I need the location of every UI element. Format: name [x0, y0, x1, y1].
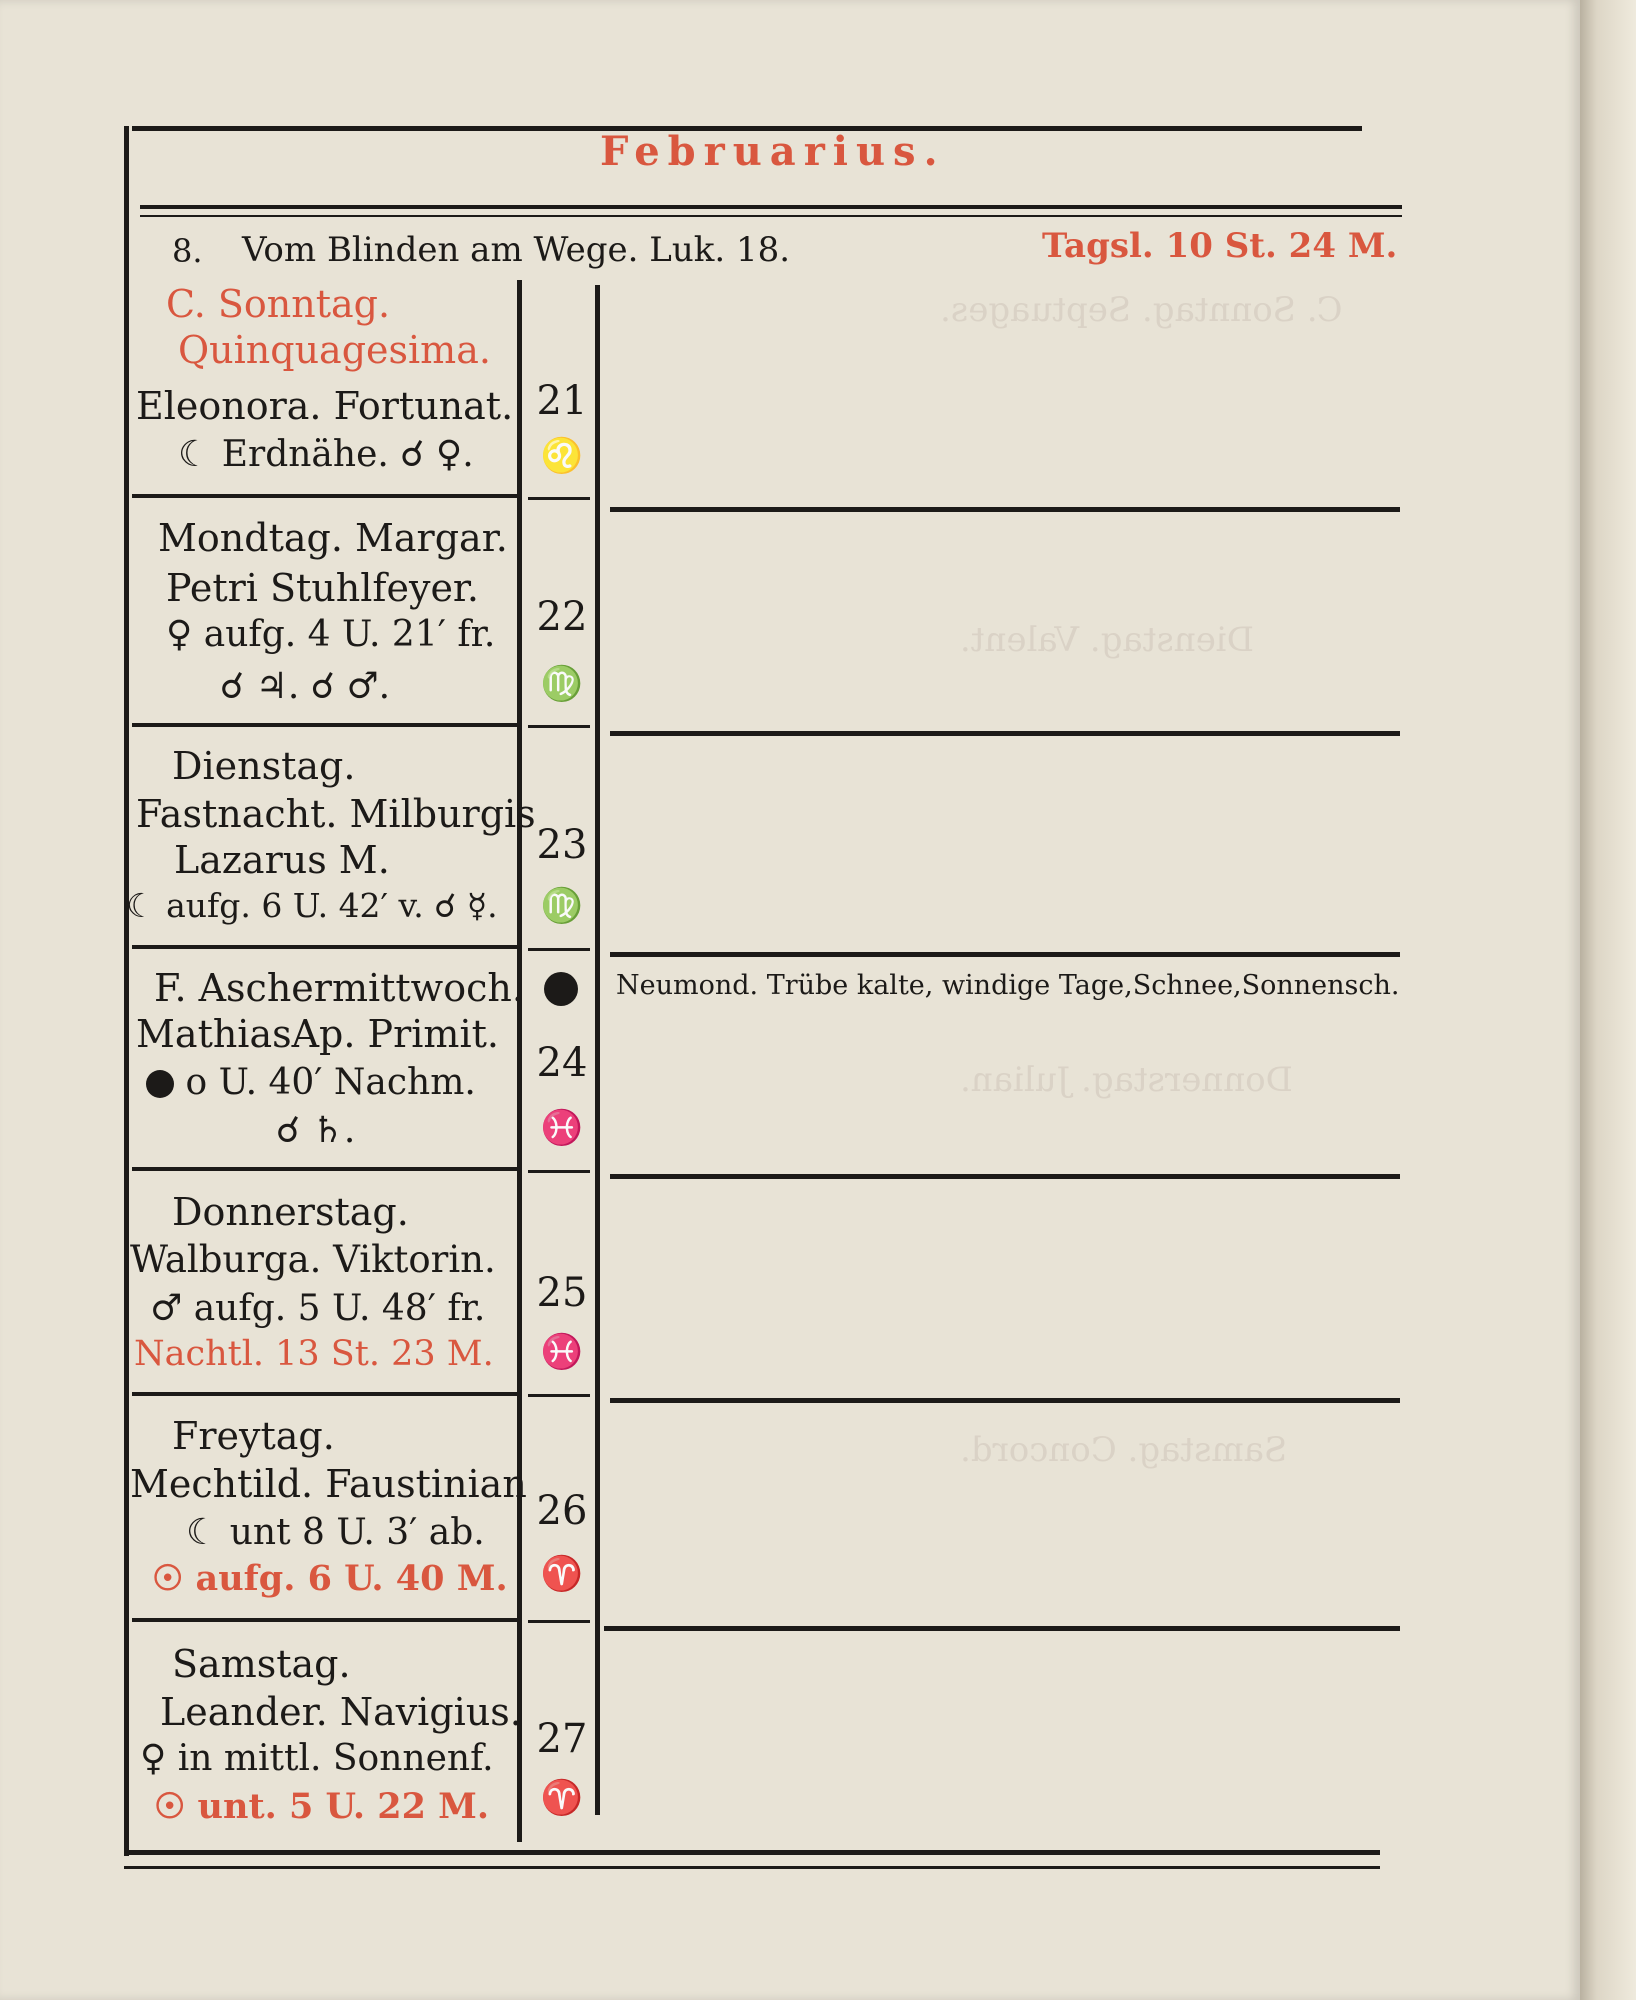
frame-bottom-rule-lower: [124, 1866, 1380, 1869]
row-separator: [132, 723, 517, 727]
saints-names: Lazarus M.: [174, 838, 390, 882]
row-separator: [132, 1618, 517, 1622]
liturgical-day: Quinquagesima.: [178, 328, 491, 372]
frame-left-rule: [124, 126, 129, 1856]
row-separator: [132, 1167, 517, 1171]
row-separator: [610, 1174, 1400, 1179]
saints-names: Fastnacht. Milburgis: [136, 792, 536, 836]
sunrise-note: ☉ aufg. 6 U. 40 M.: [152, 1558, 508, 1599]
zodiac-aries-icon: ♈: [540, 1554, 584, 1594]
saints-names: Leander. Navigius.: [160, 1690, 522, 1734]
saints-names: Eleonora. Fortunat.: [136, 384, 514, 428]
row-separator: [610, 507, 1400, 512]
sunset-note: ☉ unt. 5 U. 22 M.: [154, 1786, 490, 1827]
show-through-text: Dienstag. Valent.: [960, 620, 1254, 660]
day-number: 26: [536, 1488, 588, 1534]
gospel-reading: Vom Blinden am Wege. Luk. 18.: [242, 230, 791, 270]
show-through-text: C. Sonntag. Septuages.: [940, 290, 1343, 330]
row-separator: [610, 952, 1400, 957]
astro-note: ☾ unt 8 U. 3′ ab.: [186, 1512, 485, 1553]
astro-note: ♀ in mittl. Sonnenf.: [140, 1738, 494, 1779]
show-through-text: Samstag. Concord.: [960, 1430, 1288, 1470]
day-name-wednesday: F. Aschermittwoch.: [154, 966, 524, 1010]
day-number: 23: [536, 822, 588, 868]
zodiac-pisces-icon: ♓: [540, 1332, 584, 1372]
header-rule-lower: [140, 215, 1402, 217]
row-separator: [528, 725, 590, 728]
date-column-left-rule: [517, 280, 522, 1842]
week-number: 8.: [172, 232, 203, 270]
row-separator: [528, 1394, 590, 1397]
row-separator: [610, 1398, 1400, 1403]
day-name-saturday: Samstag.: [172, 1642, 351, 1686]
day-number: 24: [536, 1040, 588, 1086]
row-separator: [132, 1392, 517, 1396]
zodiac-virgo-icon: ♍: [540, 886, 584, 926]
weather-forecast: [616, 970, 1399, 1001]
day-length: Tagsl. 10 St. 24 M.: [1042, 226, 1398, 266]
show-through-text: Donnerstag. Julian.: [960, 1060, 1293, 1100]
astro-note: ☾ aufg. 6 U. 42′ v. ☌ ☿.: [126, 886, 498, 925]
new-moon-icon: [544, 972, 578, 1006]
astro-note: ♀ aufg. 4 U. 21′ fr.: [166, 614, 496, 655]
row-separator: [604, 1626, 1400, 1631]
day-name-tuesday: Dienstag.: [172, 744, 356, 788]
new-moon-icon: [146, 1070, 174, 1098]
day-number: 21: [536, 378, 588, 424]
date-column-right-rule: [595, 285, 600, 1815]
row-separator: [528, 1620, 590, 1623]
frame-bottom-rule: [124, 1850, 1380, 1855]
astro-note: [146, 1062, 476, 1103]
astro-note: ☌ ♃. ☌ ♂.: [220, 666, 391, 707]
day-number: 22: [536, 594, 588, 640]
row-separator: [132, 945, 517, 949]
facing-page-edge: [1580, 0, 1636, 2000]
saints-names: MathiasAp. Primit.: [136, 1012, 499, 1056]
weather-text: Trübe kalte, windige Tage,Schnee,Sonnensch.: [766, 970, 1400, 1001]
night-length: Nachtl. 13 St. 23 M.: [134, 1334, 494, 1374]
row-separator: [528, 1170, 590, 1173]
astro-note: ☾ Erdnähe. ☌ ♀.: [178, 434, 474, 475]
astro-note: ♂ aufg. 5 U. 48′ fr.: [150, 1288, 486, 1329]
day-number: 25: [536, 1270, 588, 1316]
day-name-friday: Freytag.: [172, 1414, 335, 1458]
day-name-sunday: C. Sonntag.: [166, 282, 391, 326]
zodiac-pisces-icon: ♓: [540, 1108, 584, 1148]
row-separator: [610, 731, 1400, 736]
saints-names: Walburga. Viktorin.: [130, 1238, 496, 1281]
saints-names: Mechtild. Faustinian: [130, 1462, 527, 1506]
day-number: 27: [536, 1716, 588, 1762]
zodiac-leo-icon: ♌: [540, 436, 584, 476]
header-rule-upper: [140, 205, 1402, 209]
zodiac-virgo-icon: ♍: [540, 664, 584, 704]
moon-phase: Neumond.: [616, 970, 759, 1001]
astro-note-text: o U. 40′ Nachm.: [185, 1062, 476, 1103]
row-separator: [528, 948, 590, 951]
astro-note: ☌ ♄.: [276, 1110, 356, 1151]
saints-names: Petri Stuhlfeyer.: [166, 566, 479, 610]
zodiac-aries-icon: ♈: [540, 1778, 584, 1818]
day-name-monday: Mondtag. Margar.: [158, 516, 508, 560]
row-separator: [132, 494, 517, 498]
row-separator: [528, 497, 590, 500]
day-name-thursday: Donnerstag.: [172, 1190, 409, 1234]
month-title: Februarius.: [600, 128, 946, 175]
